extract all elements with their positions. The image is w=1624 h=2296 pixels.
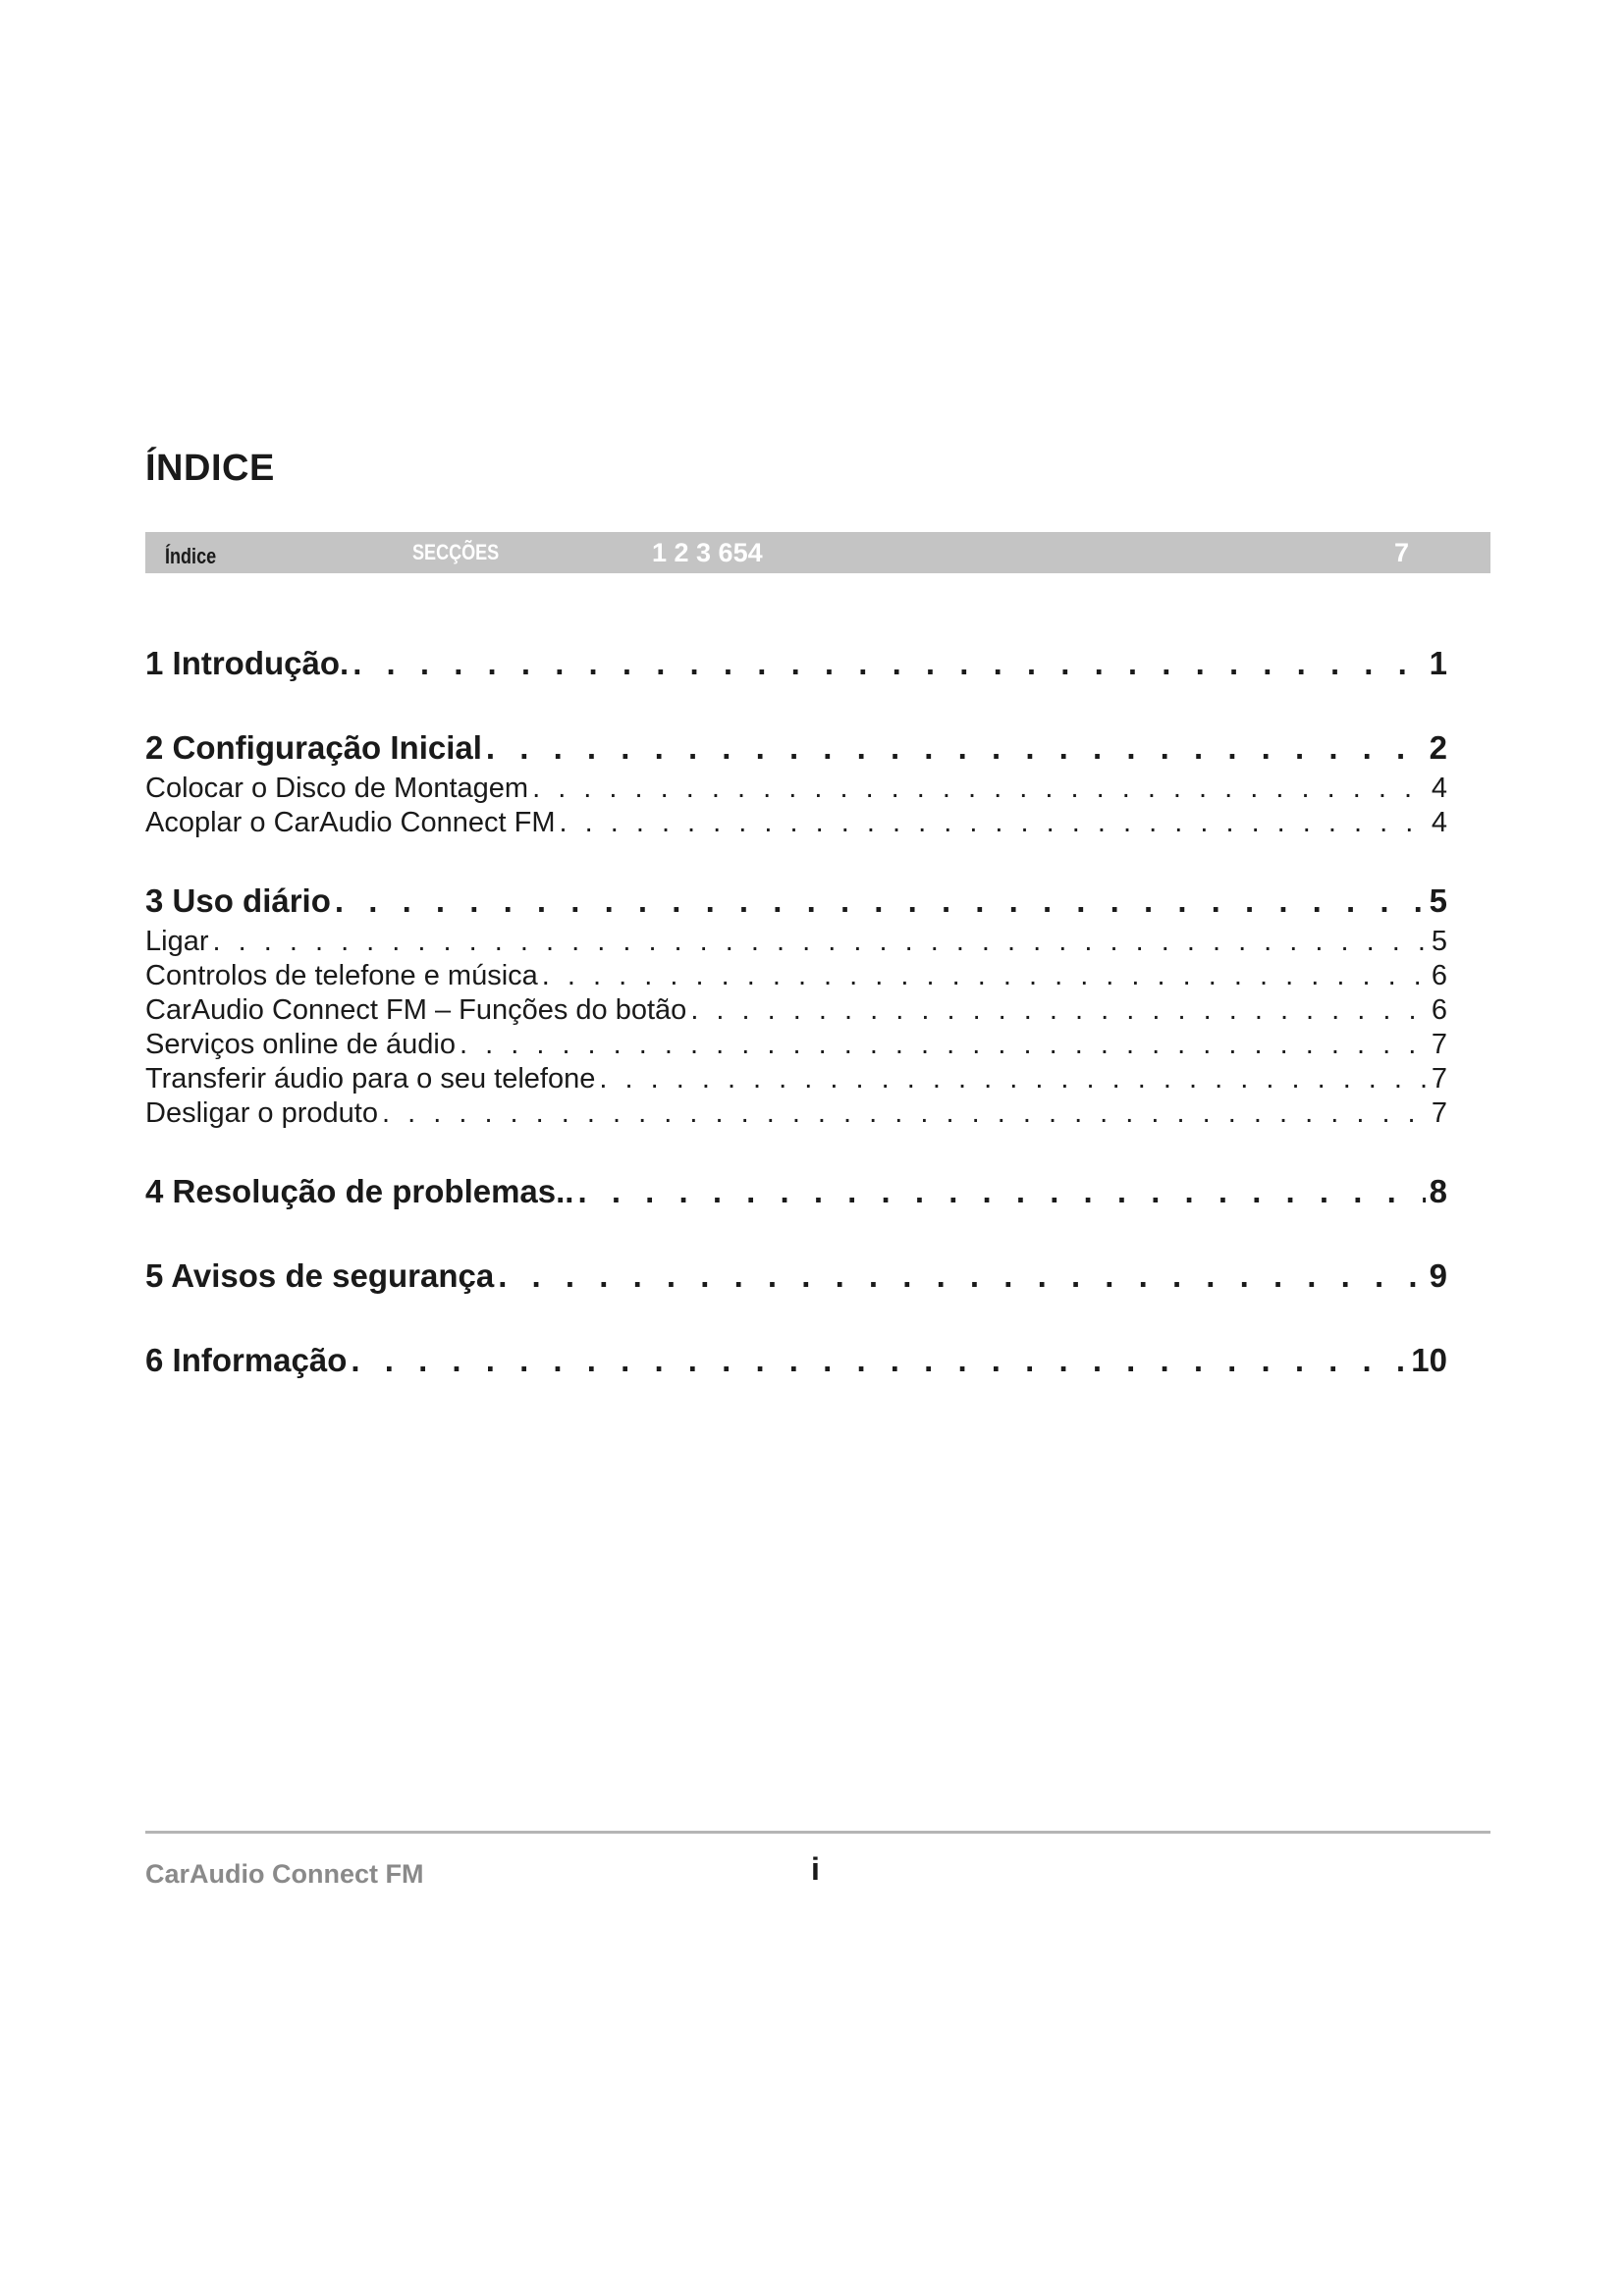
dot-leader <box>382 1096 1428 1131</box>
toc-group <box>145 1253 1447 1300</box>
toc-chapter-entry[interactable] <box>145 724 1447 772</box>
toc-chapter-page: 1 <box>1429 645 1447 681</box>
dot-leader <box>486 724 1426 772</box>
dot-leader <box>335 878 1426 925</box>
dot-leader <box>351 1337 1407 1384</box>
toc-subsection-page: 7 <box>1431 1063 1447 1095</box>
toc-subsection-title: Acoplar o CarAudio Connect FM <box>145 807 556 838</box>
section-bar-numbers[interactable]: 1 2 3 654 <box>652 538 763 567</box>
toc-subsection-title: Controlos de telefone e música <box>145 960 538 991</box>
dot-leader <box>532 772 1428 806</box>
toc-subsection-title: CarAudio Connect FM – Funções do botão <box>145 994 687 1026</box>
dot-leader <box>690 993 1428 1028</box>
toc-group <box>145 1168 1447 1215</box>
toc-group <box>145 878 1447 1131</box>
section-navigation-bar <box>145 532 1490 573</box>
section-bar-last-number[interactable]: 7 <box>1394 538 1410 567</box>
toc-subsection-title: Transferir áudio para o seu telefone <box>145 1063 596 1095</box>
toc-chapter-entry[interactable] <box>145 1168 1447 1215</box>
toc-subsection-entry[interactable] <box>145 1096 1447 1131</box>
dot-leader <box>352 640 1425 687</box>
toc-chapter-entry[interactable] <box>145 1253 1447 1300</box>
toc-chapter-title: 2 Configuração Inicial <box>145 729 482 766</box>
page-title: ÍNDICE <box>145 448 275 489</box>
dot-leader <box>460 1028 1428 1062</box>
toc-group <box>145 1337 1447 1384</box>
toc-chapter-page: 8 <box>1429 1173 1447 1209</box>
toc-subsection-entry[interactable] <box>145 993 1447 1028</box>
dot-leader <box>498 1253 1425 1300</box>
dot-leader <box>577 1168 1425 1215</box>
toc-subsection-title: Colocar o Disco de Montagem <box>145 773 529 804</box>
toc-subsection-page: 7 <box>1431 1097 1447 1129</box>
footer-page-number: i <box>811 1851 820 1887</box>
toc-chapter-title: 3 Uso diário <box>145 882 331 919</box>
toc-chapter-page: 5 <box>1429 882 1447 919</box>
section-bar-current[interactable]: Índice <box>165 544 217 568</box>
toc-chapter-page: 9 <box>1429 1257 1447 1294</box>
toc-chapter-entry[interactable] <box>145 640 1447 687</box>
footer-divider <box>145 1831 1490 1834</box>
toc-subsection-entry[interactable] <box>145 1062 1447 1096</box>
toc-subsection-entry[interactable] <box>145 772 1447 806</box>
toc-chapter-title: 1 Introdução. <box>145 645 350 681</box>
toc-chapter-title: 5 Avisos de segurança <box>145 1257 495 1294</box>
toc-subsection-page: 6 <box>1431 960 1447 991</box>
toc-subsection-page: 4 <box>1431 773 1447 804</box>
toc-subsection-page: 6 <box>1431 994 1447 1026</box>
toc-chapter-entry[interactable] <box>145 1337 1447 1384</box>
toc-subsection-page: 7 <box>1431 1029 1447 1060</box>
toc-chapter-entry[interactable] <box>145 878 1447 925</box>
toc-subsection-entry[interactable] <box>145 1028 1447 1062</box>
table-of-contents <box>145 640 1447 1421</box>
dot-leader <box>542 959 1428 993</box>
toc-group <box>145 640 1447 687</box>
toc-chapter-page: 2 <box>1429 729 1447 766</box>
toc-subsection-title: Ligar <box>145 926 209 957</box>
toc-group <box>145 724 1447 840</box>
toc-subsection-entry[interactable] <box>145 806 1447 840</box>
section-bar-sections-label: SECÇÕES <box>412 540 500 564</box>
toc-subsection-title: Desligar o produto <box>145 1097 378 1129</box>
toc-subsection-page: 5 <box>1431 926 1447 957</box>
toc-subsection-page: 4 <box>1431 807 1447 838</box>
toc-chapter-title: 6 Informação <box>145 1342 348 1378</box>
toc-subsection-entry[interactable] <box>145 925 1447 959</box>
toc-subsection-title: Serviços online de áudio <box>145 1029 456 1060</box>
footer-product-name: CarAudio Connect FM <box>145 1859 424 1889</box>
dot-leader <box>599 1062 1427 1096</box>
toc-subsection-entry[interactable] <box>145 959 1447 993</box>
dot-leader <box>559 806 1427 840</box>
dot-leader <box>213 925 1428 959</box>
toc-chapter-page: 10 <box>1411 1342 1447 1378</box>
toc-chapter-title: 4 Resolução de problemas.. <box>145 1173 574 1209</box>
